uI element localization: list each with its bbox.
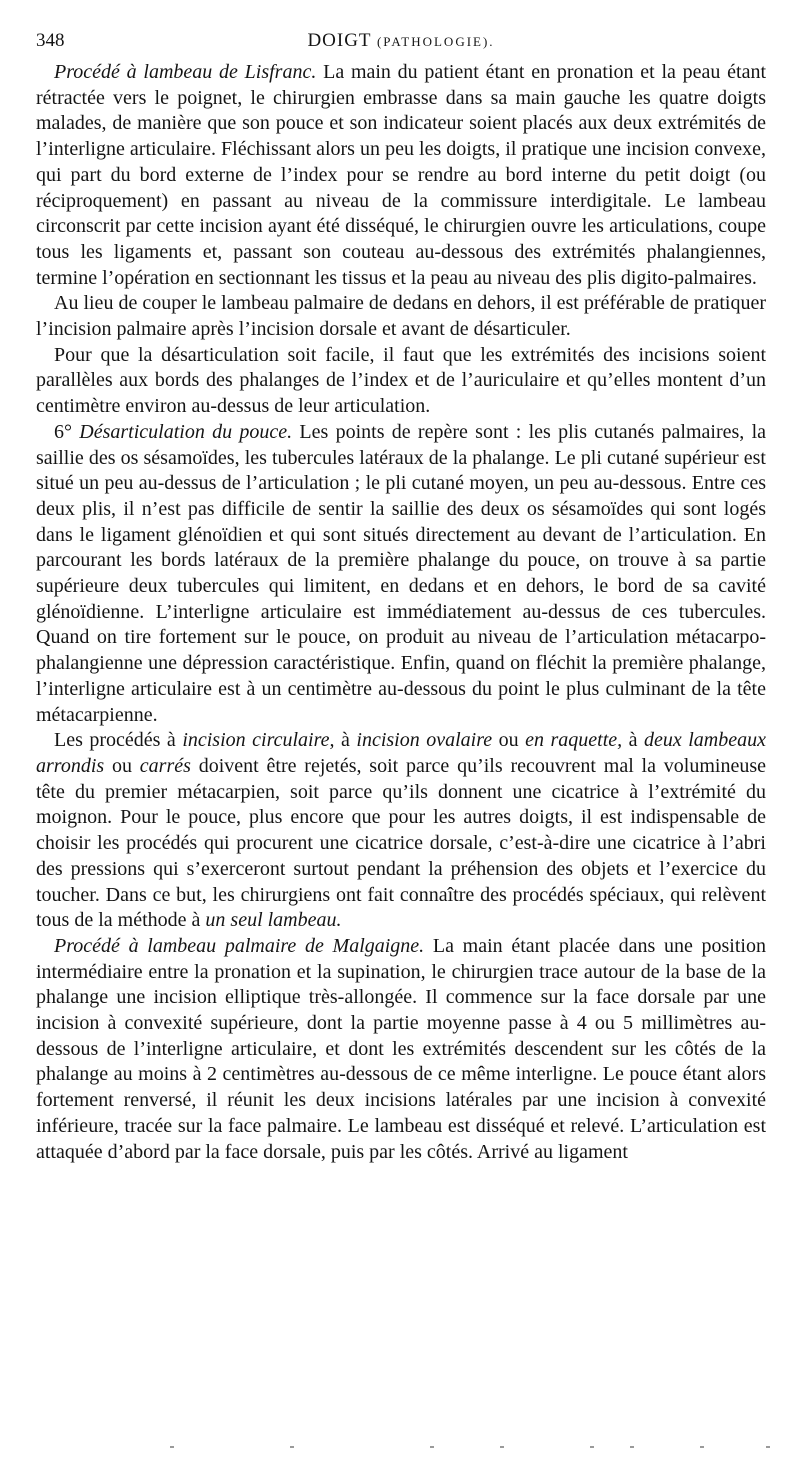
text-run: à xyxy=(622,729,644,752)
text-run: Les procédés à xyxy=(54,729,183,752)
text-run: ou xyxy=(104,754,140,777)
italic-run: Procédé à lambeau palmaire de Malgaigne. xyxy=(54,934,425,957)
paragraph xyxy=(36,420,766,728)
running-header xyxy=(36,30,766,60)
text-run: La main étant placée dans une position intermédiaire entre la pronation et la supination, le chirurgien trace autour de la base de la phalange une incision elliptique très-allongée. Il commence sur la face dorsale par une incision à convexité supérieure, dont la partie moyenne passe à 4 ou 5 millimètres au-dessous de l’interligne articulaire, et dont les extrémités descendent sur les côtés de la phalange au moins à 2 centimètres au-dessous de ce même interligne. Le pouce étant alors fortement renversé, il réunit les deux incisions latérales par une incision à convexité inférieure, tracée sur la face palmaire. Le lambeau est disséqué et relevé. L’articulation est attaquée d’abord par la face dorsale, puis par les côtés. Arrivé au ligament xyxy=(36,934,766,1163)
italic-run: deux lambeaux arrondis xyxy=(36,729,766,777)
running-title xyxy=(36,30,766,52)
italic-run: un seul lambeau. xyxy=(205,909,342,932)
paragraph xyxy=(36,291,766,342)
body-text xyxy=(36,60,766,1165)
italic-run: carrés xyxy=(139,754,191,777)
italic-run: incision circulaire, xyxy=(182,729,335,752)
text-run: Pour que la désarticulation soit facile, il faut que les extrémités des incisions soient parallèles aux bords des phalanges de l’index et de l’auriculaire et qu’elles montent d’un centimètre environ au-dessus de leur articulation. xyxy=(36,343,766,418)
page-bottom-specks xyxy=(170,1446,770,1452)
paragraph xyxy=(36,343,766,420)
book-page xyxy=(36,30,766,1165)
text-run: La main du patient étant en pronation et la peau étant rétractée vers le poignet, le chirurgien embrasse dans sa main gauche les quatre doigts malades, de manière que son pouce et son indicateur soient placés aux deux extrémités de l’interligne articulaire. Fléchissant alors un peu les doigts, il pratique une incision convexe, qui part du bord externe de l’index pour se rendre au bord interne du petit doigt (ou réciproquement) en passant au niveau de la commissure interdigitale. Le lambeau circonscrit par cette incision ayant été disséqué, le chirurgien ouvre les articulations, coupe tous les ligaments et, passant son couteau au-dessous des extrémités phalangiennes, termine l’opération en sectionnant les tissus et la peau au niveau des plis digito-palmaires. xyxy=(36,61,767,289)
running-title-main: DOIGT xyxy=(307,30,372,51)
text-run: 6° xyxy=(54,420,80,443)
text-run: ou xyxy=(492,729,526,752)
italic-run: incision ovalaire xyxy=(356,729,493,752)
page-number: 348 xyxy=(36,30,65,51)
running-title-subtitle: (PATHOLOGIE). xyxy=(376,34,495,49)
italic-run: Procédé à lambeau de Lisfranc. xyxy=(54,61,317,83)
text-run: à xyxy=(334,729,357,752)
text-run: doivent être rejetés, soit parce qu’ils recouvrent mal la volumineuse tête du premier métacarpien, soit parce qu’ils donnent une cicatrice à l’extrémité du moignon. Pour le pouce, plus encore que pour les autres doigts, il est indispensable de choisir les procédés qui procurent une cicatrice dorsale, c’est-à-dire une cicatrice à l’abri des pressions qui s’exerceront surtout pendant la préhension des objets et l’exercice du toucher. Dans ce but, les chirurgiens ont fait connaître des procédés spéciaux, qui relèvent tous de la méthode à xyxy=(36,754,767,932)
text-run: Au lieu de couper le lambeau palmaire de dedans en dehors, il est préférable de pratiquer l’incision palmaire après l’incision dorsale et avant de désarticuler. xyxy=(36,292,766,341)
text-run: Les points de repère sont : les plis cutanés palmaires, la saillie des os sésamoïdes, les tubercules latéraux de la phalange. Le pli cutané supérieur est situé un peu au-dessus de l’articulation ; le pli cutané moyen, un peu au-dessous. Entre ces deux plis, il n’est pas difficile de sentir la saillie des deux os sésamoïdes qui sont logés dans le ligament glénoïdien et qui sont situés directement au devant de l’articulation. En parcourant les bords latéraux de la première phalange du pouce, on trouve à sa partie supérieure deux tubercules qui limitent, en dedans et en dehors, le bord de sa cavité glénoïdienne. L’interligne articulaire est immédiatement au-dessus de ces tubercules. Quand on tire fortement sur le pouce, on produit au niveau de l’articulation métacarpo-phalangienne une dépression caractéristique. Enfin, quand on fléchit la première phalange, l’interligne articulaire est à un centimètre au-dessous du point le plus culminant de la tête métacarpienne. xyxy=(36,420,766,726)
paragraph xyxy=(36,934,766,1165)
italic-run: Désarticulation du pouce. xyxy=(79,420,293,443)
italic-run: en raquette, xyxy=(525,729,623,752)
paragraph xyxy=(36,728,766,934)
paragraph xyxy=(36,60,766,291)
